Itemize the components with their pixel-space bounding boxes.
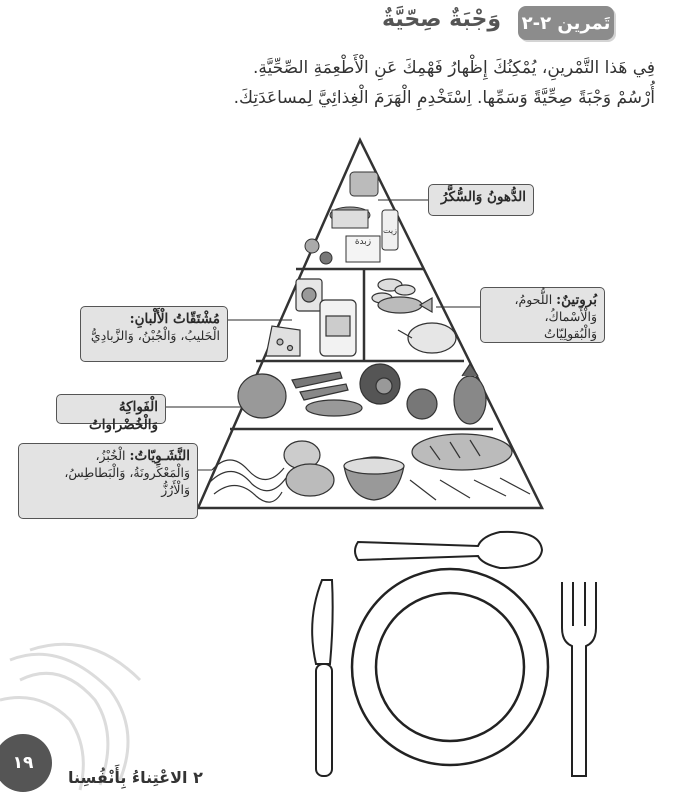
label-dairy-items: الْحَليبُ، وَالْجُبْنُ، وَالزَّبادِيُّ — [90, 328, 220, 344]
fats-sugars-foods — [305, 172, 398, 264]
label-fruits-vegetables-title: الْفَواكِهُ وَالْخُضْراواتُ — [89, 399, 158, 434]
label-protein-items-2: وَالْأَسْماكُ، وَالْبُقولِيّاتُ — [543, 309, 597, 342]
plate-outline — [352, 569, 548, 765]
protein-foods — [372, 279, 456, 353]
exercise-tag: تَمرين ٢-٢ — [518, 6, 614, 40]
label-fruits-vegetables — [56, 394, 166, 434]
label-starches-title: النَّشَـوِيّاتُ: — [129, 448, 190, 464]
label-dairy-title: مُشْتَقّاتُ الْأَلْبانِ: — [129, 311, 220, 327]
label-protein-title: بُروتينٌ: — [556, 292, 597, 308]
fork-outline — [562, 582, 596, 776]
page-number: ١٩ — [0, 734, 52, 792]
instruction-line-1: فِي هَذا التَّمْرينِ، يُمْكِنُكَ إِظْهارُ فَهْمِكَ عَنِ الْأَطْعِمَةِ الصِّحِّيَّةِ. — [253, 58, 655, 78]
spoon-outline — [355, 532, 542, 568]
fruits-vegetables-foods — [238, 364, 486, 424]
label-fats-sugars — [428, 184, 534, 216]
label-protein-items-1: اللُّحومُ، — [514, 292, 553, 307]
label-starches-items-2: وَالْمَعْكَرونَةُ، وَالْبَطاطِسُ، — [64, 465, 190, 481]
dairy-foods — [266, 279, 356, 356]
page-title: وَجْبَةٌ صِحّيَّةٌ — [382, 7, 501, 32]
label-protein — [480, 287, 605, 343]
label-starches-items-1: الْخُبْزُ، — [95, 448, 126, 463]
starches-foods — [210, 434, 530, 502]
label-starches — [18, 443, 198, 519]
instruction-line-2: أُرْسُمْ وَجْبَةً صِحِّيَّةً وَسَمِّها. اِسْتَخْدِمِ الْهَرَمَ الْغِذائِيَّ لِمساعَدَتِكَ. — [233, 88, 655, 108]
oil-label: زيت — [383, 226, 397, 235]
label-fats-sugars-title: الدُّهونُ وَالسُّكَّرُ — [441, 189, 526, 205]
label-starches-items-3: وَالْأَرُزُّ — [161, 482, 190, 498]
knife-outline — [312, 580, 333, 776]
butter-label: زبدة — [354, 237, 372, 247]
label-dairy — [80, 306, 228, 362]
chapter-title: ٢ الاعْتِناءُ بِأَنْفُسِنا — [68, 768, 203, 787]
